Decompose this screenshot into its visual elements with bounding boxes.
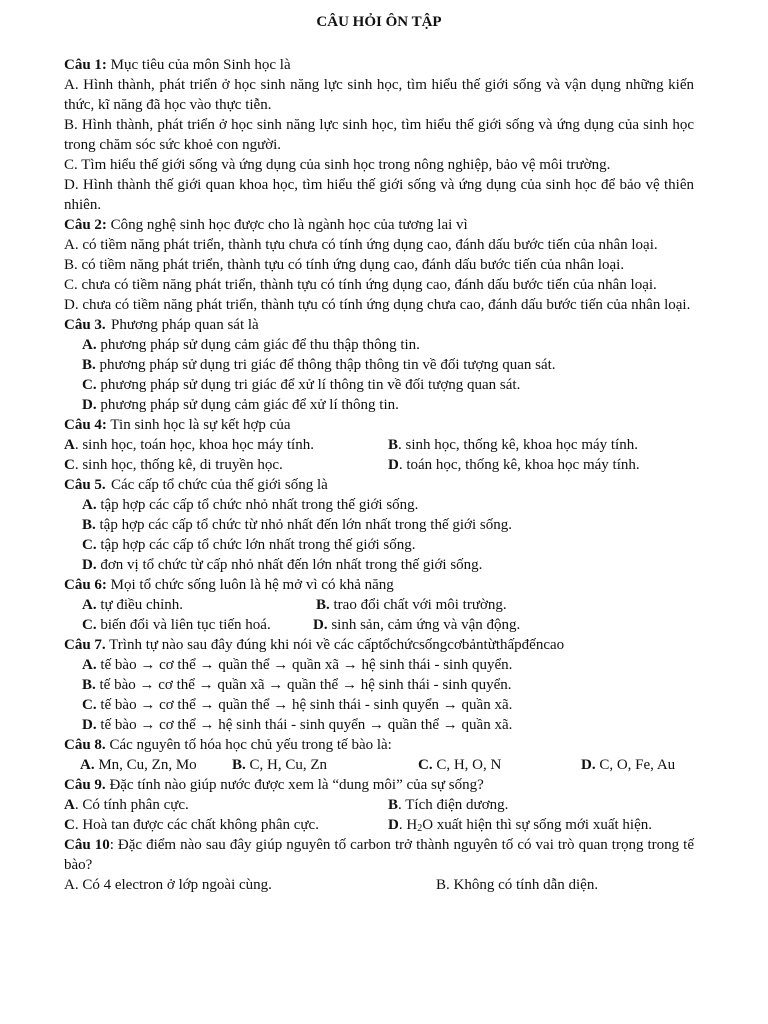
option-letter: C.	[82, 377, 97, 393]
q9-options-row-1	[64, 795, 694, 815]
q4-option-d	[388, 455, 640, 475]
option-letter: D.	[581, 757, 596, 773]
option-letter: D	[388, 457, 399, 473]
q8-option-a	[80, 755, 232, 775]
q8-options-row	[64, 755, 694, 775]
q9-options-row-2	[64, 815, 694, 835]
q4-options-row-2	[64, 455, 694, 475]
option-letter: B.	[82, 677, 96, 693]
q4-option-a	[64, 435, 388, 455]
question-4	[64, 415, 694, 435]
option-text: tế bào → cơ thể → quần thể → hệ sinh thái - sinh quyển → quần xã.	[100, 697, 513, 713]
q6-options-row-2	[64, 615, 694, 635]
q9-option-a	[64, 795, 388, 815]
q6-option-d	[313, 615, 520, 635]
q6-option-c	[82, 615, 313, 635]
q9-option-d	[388, 815, 652, 835]
option-text: đơn vị tổ chức từ cấp nhỏ nhất đến lớn nhất trong thế giới sống.	[100, 557, 483, 573]
q9-option-c	[64, 815, 388, 835]
option-text: phương pháp sử dụng cảm giác để xử lí thông tin.	[100, 397, 399, 413]
q10-options-row	[64, 875, 694, 895]
option-letter: C.	[418, 757, 433, 773]
option-text: sinh sản, cảm ứng và vận động.	[331, 617, 521, 633]
option-letter: D.	[82, 397, 97, 413]
q8-option-d	[581, 755, 675, 775]
option-text: . sinh học, thống kê, khoa học máy tính.	[398, 437, 638, 453]
question-text: Phương pháp quan sát là	[111, 317, 259, 333]
q8-option-c	[418, 755, 581, 775]
option-letter: B.	[82, 517, 96, 533]
option-text: tập hợp các cấp tổ chức từ nhỏ nhất đến lớn nhất trong thế giới sống.	[99, 517, 512, 533]
option-letter: B	[388, 797, 399, 813]
option-text: . H	[398, 817, 418, 833]
option-text: tự điều chỉnh.	[100, 597, 184, 613]
q2-option-c: C. chưa có tiềm năng phát triển, thành tựu có tính ứng dụng cao, đánh dấu bước tiến của nhân loại.	[64, 277, 657, 293]
option-text: phương pháp sử dụng cảm giác để thu thập thông tin.	[100, 337, 420, 353]
option-text: biến đổi và liên tục tiến hoá.	[100, 617, 271, 633]
q1-option-d: D. Hình thành thế giới quan khoa học, tìm hiểu thế giới sống và ứng dụng của sinh học để bảo vệ thiên nhiên.	[64, 177, 694, 213]
question-number: Câu 9.	[64, 777, 106, 793]
question-number: Câu 2:	[64, 217, 107, 233]
option-text: C, H, O, N	[436, 757, 502, 773]
question-7	[64, 635, 694, 655]
q1-option-c: C. Tìm hiểu thế giới sống và ứng dụng của sinh học trong nông nghiệp, bảo vệ môi trường.	[64, 157, 611, 173]
option-letter: A.	[82, 657, 97, 673]
option-letter: D	[388, 817, 399, 833]
option-text: trao đổi chất với môi trường.	[333, 597, 507, 613]
question-number: Câu 5.	[64, 477, 106, 493]
q4-option-b	[388, 435, 638, 455]
q3-option-c	[64, 375, 694, 395]
option-letter: A.	[82, 337, 97, 353]
option-letter: D.	[82, 717, 97, 733]
option-text: . sinh học, toán học, khoa học máy tính.	[74, 437, 314, 453]
question-text: : Đặc điểm nào sau đây giúp nguyên tố carbon trở thành nguyên tố có vai trò quan trọng trong tế bào?	[64, 837, 694, 873]
option-text: . Tích điện dương.	[398, 797, 509, 813]
option-letter: C	[64, 457, 75, 473]
option-text: tế bào → cơ thể → hệ sinh thái - sinh quyển → quần thể → quần xã.	[100, 717, 513, 733]
option-letter: D.	[313, 617, 328, 633]
option-letter: A.	[82, 597, 97, 613]
question-number: Câu 8.	[64, 737, 106, 753]
q7-option-d	[64, 715, 694, 735]
question-text: Trình tự nào sau đây đúng khi nói về các cấptổchứcsốngcơbảntừthấpđếncao	[109, 637, 565, 653]
subscript: 2	[417, 823, 423, 834]
option-letter: C.	[82, 537, 97, 553]
q2-option-d: D. chưa có tiềm năng phát triển, thành tựu có tính ứng dụng chưa cao, đánh dấu bước tiến của nhân loại.	[64, 297, 691, 313]
option-text: tập hợp các cấp tổ chức nhỏ nhất trong thế giới sống.	[100, 497, 419, 513]
q5-option-a	[64, 495, 694, 515]
q3-option-d	[64, 395, 694, 415]
option-letter: C	[64, 817, 75, 833]
option-letter: B	[388, 437, 399, 453]
q5-option-b	[64, 515, 694, 535]
document-page	[64, 12, 694, 895]
option-text: phương pháp sử dụng tri giác để thông thập thông tin về đối tượng quan sát.	[99, 357, 556, 373]
option-text: . sinh học, thống kê, di truyền học.	[74, 457, 283, 473]
q5-option-c	[64, 535, 694, 555]
option-text: . Hoà tan được các chất không phân cực.	[74, 817, 319, 833]
option-text: tập hợp các cấp tổ chức lớn nhất trong thế giới sống.	[100, 537, 416, 553]
q8-option-b	[232, 755, 418, 775]
option-letter: A	[64, 437, 75, 453]
option-letter: B.	[232, 757, 246, 773]
q7-option-c	[64, 695, 694, 715]
question-text: Mục tiêu của môn Sinh học là	[110, 57, 291, 73]
question-number: Câu 4:	[64, 417, 107, 433]
q6-option-b	[316, 595, 507, 615]
question-text: Tin sinh học là sự kết hợp của	[110, 417, 291, 433]
option-text: tế bào → cơ thể → quần thể → quần xã → hệ sinh thái - sinh quyển.	[100, 657, 513, 673]
q1-option-b: B. Hình thành, phát triển ở học sinh năng lực sinh học, tìm hiểu thế giới sống và ứng dụng của sinh học trong chăm sóc sức khoẻ con người.	[64, 117, 694, 153]
q7-option-a	[64, 655, 694, 675]
q5-option-d	[64, 555, 694, 575]
question-6	[64, 575, 694, 595]
option-letter: D.	[82, 557, 97, 573]
q3-option-a	[64, 335, 694, 355]
option-text: . Có tính phân cực.	[74, 797, 189, 813]
question-text: Đặc tính nào giúp nước được xem là “dung môi” của sự sống?	[109, 777, 484, 793]
q6-option-a	[82, 595, 316, 615]
option-letter: A.	[80, 757, 95, 773]
option-text: tế bào → cơ thể → quần xã → quần thể → hệ sinh thái - sinh quyển.	[99, 677, 512, 693]
q4-option-c	[64, 455, 388, 475]
question-9	[64, 775, 694, 795]
q4-options-row-1	[64, 435, 694, 455]
question-10	[64, 835, 694, 875]
option-text: C, H, Cu, Zn	[249, 757, 328, 773]
question-number: Câu 7.	[64, 637, 106, 653]
question-5	[64, 475, 694, 495]
option-letter: B.	[82, 357, 96, 373]
question-text: Mọi tổ chức sống luôn là hệ mở vì có khả năng	[110, 577, 394, 593]
question-number: Câu 10	[64, 837, 110, 853]
question-3	[64, 315, 694, 335]
q1-option-a: A. Hình thành, phát triển ở học sinh năng lực sinh học, tìm hiểu thế giới sống và vận dụng những kiến thức, kĩ năng đã học vào thực tiễn.	[64, 77, 694, 113]
option-text: phương pháp sử dụng tri giác để xử lí thông tin về đối tượng quan sát.	[100, 377, 521, 393]
option-text: C, O, Fe, Au	[599, 757, 676, 773]
option-letter: C.	[82, 617, 97, 633]
question-text: Công nghệ sinh học được cho là ngành học của tương lai vì	[110, 217, 468, 233]
q7-option-b	[64, 675, 694, 695]
question-number: Câu 1:	[64, 57, 107, 73]
question-8	[64, 735, 694, 755]
option-letter: A.	[82, 497, 97, 513]
q10-option-b: B. Không có tính dẫn diện.	[436, 877, 599, 893]
q3-option-b	[64, 355, 694, 375]
q9-option-b	[388, 795, 508, 815]
q10-option-a: A. Có 4 electron ở lớp ngoài cùng.	[64, 877, 272, 893]
q2-option-a: A. có tiềm năng phát triển, thành tựu chưa có tính ứng dụng cao, đánh dấu bước tiến của nhân loại.	[64, 237, 658, 253]
option-letter: B.	[316, 597, 330, 613]
question-2	[64, 215, 694, 235]
page-title: CÂU HỎI ÔN TẬP	[316, 14, 442, 30]
question-number: Câu 3.	[64, 317, 106, 333]
option-text: Mn, Cu, Zn, Mo	[98, 757, 197, 773]
question-number: Câu 6:	[64, 577, 107, 593]
question-text: Các cấp tổ chức của thế giới sống là	[111, 477, 328, 493]
option-letter: C.	[82, 697, 97, 713]
q2-option-b: B. có tiềm năng phát triển, thành tựu có tính ứng dụng cao, đánh dấu bước tiến của nhân loại.	[64, 257, 625, 273]
option-text: O xuất hiện thì sự sống mới xuất hiện.	[422, 817, 652, 833]
question-1	[64, 55, 694, 75]
q6-options-row-1	[64, 595, 694, 615]
question-text: Các nguyên tố hóa học chủ yếu trong tế bào là:	[109, 737, 392, 753]
option-text: . toán học, thống kê, khoa học máy tính.	[398, 457, 640, 473]
option-letter: A	[64, 797, 75, 813]
